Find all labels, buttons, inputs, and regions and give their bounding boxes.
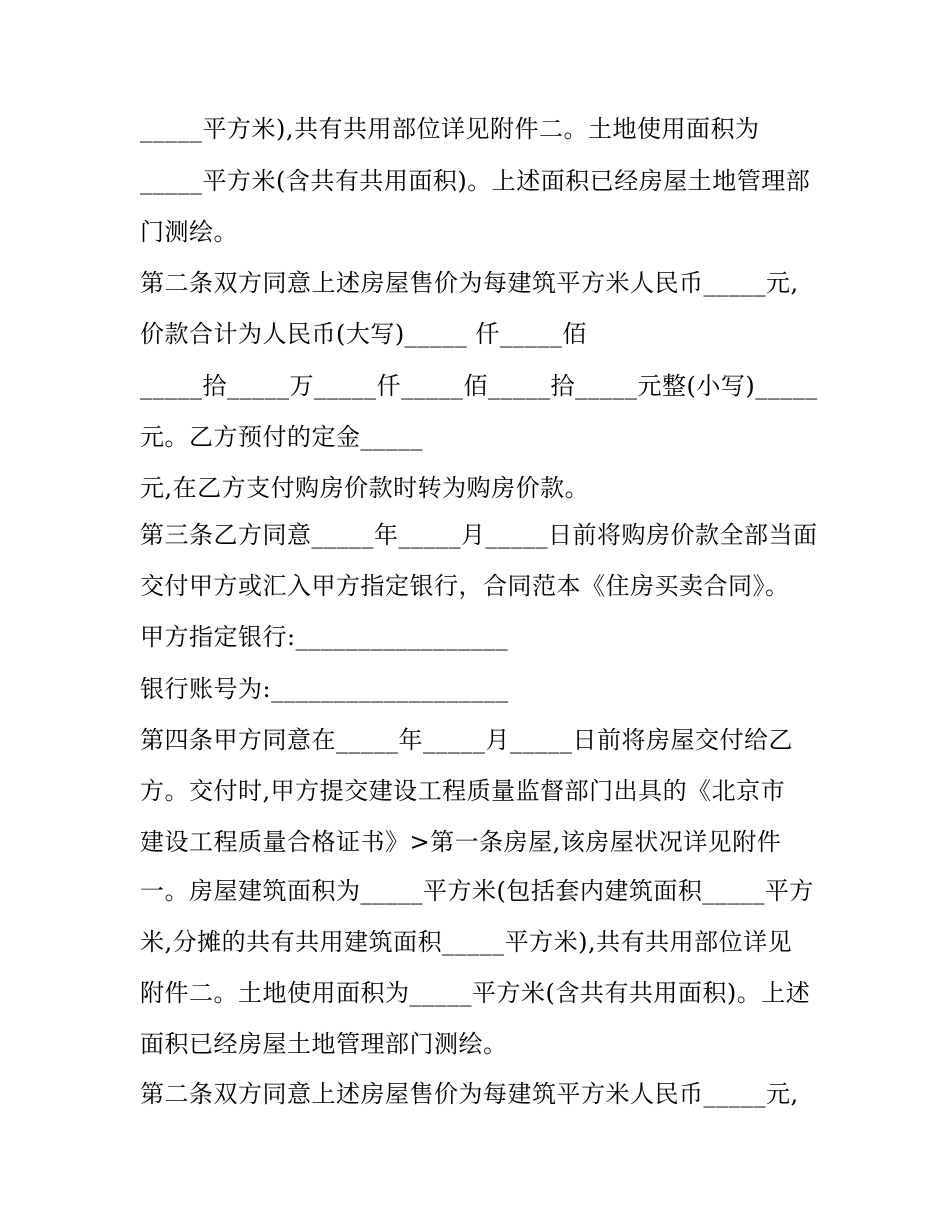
text-line: _____平方米),共有共用部位详见附件二。土地使用面积为 xyxy=(140,115,760,143)
text-line: 第二条双方同意上述房屋售价为每建筑平方米人民币_____元, xyxy=(140,269,799,297)
text-line: 附件二。土地使用面积为_____平方米(含共有共用面积)。上述 xyxy=(140,979,811,1007)
text-line: 甲方指定银行:_________________ xyxy=(140,623,509,651)
text-line: 元。乙方预付的定金_____ xyxy=(140,423,423,451)
text-line: _____平方米(含共有共用面积)。上述面积已经房屋土地管理部 xyxy=(140,167,811,195)
text-line: 第二条双方同意上述房屋售价为每建筑平方米人民币_____元, xyxy=(140,1080,799,1108)
text-line: 一。房屋建筑面积为_____平方米(包括套内建筑面积_____平方 xyxy=(140,877,814,905)
text-line: 第三条乙方同意_____年_____月_____日前将购房价款全部当面 xyxy=(140,521,818,549)
text-line: 交付甲方或汇入甲方指定银行，合同范本《住房买卖合同》。 xyxy=(140,572,790,600)
text-line: _____拾_____万_____仟_____佰_____拾_____元整(小写)_____ xyxy=(140,372,818,400)
text-line: 米,分摊的共有共用建筑面积_____平方米),共有共用部位详见 xyxy=(140,928,793,956)
text-line: 方。交付时,甲方提交建设工程质量监督部门出具的《北京市 xyxy=(140,777,786,805)
text-line: 建设工程质量合格证书》>第一条房屋,该房屋状况详见附件 xyxy=(140,828,782,856)
text-line: 价款合计为人民币(大写)_____ 仟_____佰 xyxy=(140,320,587,348)
text-line: 第四条甲方同意在_____年_____月_____日前将房屋交付给乙 xyxy=(140,726,793,754)
text-line: 面积已经房屋土地管理部门测绘。 xyxy=(140,1030,508,1058)
text-line: 门测绘。 xyxy=(140,218,238,246)
text-line: 银行账号为:___________________ xyxy=(140,675,509,703)
text-line: 元,在乙方支付购房价款时转为购房价款。 xyxy=(140,474,590,502)
